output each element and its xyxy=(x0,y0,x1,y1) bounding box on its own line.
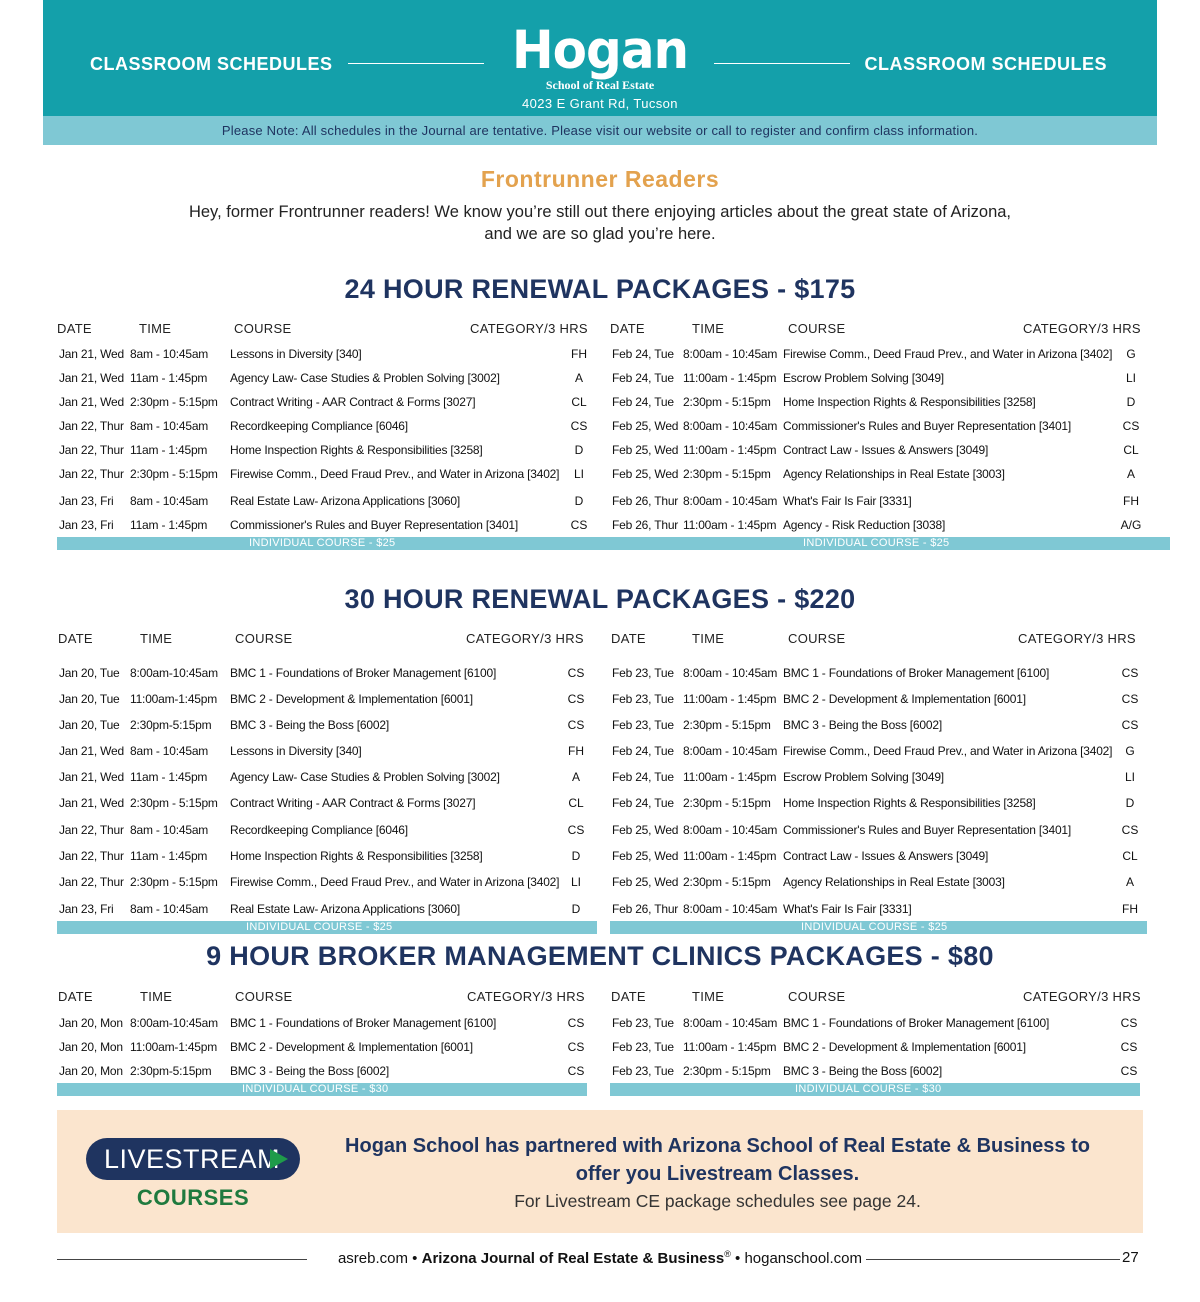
column-header-category: CATEGORY/3 HRS xyxy=(1023,321,1141,336)
schedule-date: Feb 23, Tue xyxy=(612,1016,674,1030)
section-title: 24 HOUR RENEWAL PACKAGES - $175 xyxy=(344,274,856,304)
schedule-course[interactable]: Home Inspection Rights & Responsibilities [3258] xyxy=(230,849,483,863)
footer-separator: • xyxy=(735,1250,741,1267)
schedule-category: CS xyxy=(1120,1016,1138,1030)
schedule-time: 2:30pm - 5:15pm xyxy=(130,796,218,810)
column-header-category: CATEGORY/3 HRS xyxy=(1018,631,1136,646)
column-header-date: DATE xyxy=(58,989,93,1004)
schedule-course[interactable]: BMC 1 - Foundations of Broker Management [6100] xyxy=(783,666,1050,680)
schedule-course[interactable]: BMC 3 - Being the Boss [6002] xyxy=(230,1064,389,1078)
schedule-date: Feb 26, Thur xyxy=(612,494,679,508)
schedule-course[interactable]: Firewise Comm., Deed Fraud Prev., and Water in Arizona [3402] xyxy=(783,347,1113,361)
schedule-category: LI xyxy=(570,875,581,889)
column-header-course: COURSE xyxy=(235,631,293,646)
footer-journal-name: Arizona Journal of Real Estate & Business xyxy=(421,1250,725,1267)
schedule-date: Jan 20, Tue xyxy=(59,718,120,732)
header-banner xyxy=(43,0,1157,116)
schedule-date: Feb 24, Tue xyxy=(612,371,674,385)
schedule-date: Feb 25, Wed xyxy=(612,443,679,457)
page-number: 27 xyxy=(1122,1249,1139,1266)
livestream-headline-1: Hogan School has partnered with Arizona School of Real Estate & Business to xyxy=(345,1135,1090,1157)
schedule-date: Feb 24, Tue xyxy=(612,395,674,409)
livestream-courses-label: COURSES xyxy=(136,1185,250,1210)
schedule-time: 8:00am - 10:45am xyxy=(683,419,778,433)
frontrunner-title: Frontrunner Readers xyxy=(480,166,720,192)
schedule-date: Feb 23, Tue xyxy=(612,666,674,680)
schedule-date: Jan 20, Mon xyxy=(59,1040,123,1054)
schedule-category: A xyxy=(1125,875,1134,889)
schedule-course[interactable]: Contract Writing - AAR Contract & Forms [3027] xyxy=(230,395,476,409)
schedule-date: Feb 25, Wed xyxy=(612,467,679,481)
registered-mark: ® xyxy=(724,1249,731,1259)
column-header-course: COURSE xyxy=(788,631,846,646)
header-divider-right xyxy=(714,63,850,64)
schedule-time: 8:00am-10:45am xyxy=(130,666,218,680)
schedule-date: Feb 25, Wed xyxy=(612,823,679,837)
column-header-course: COURSE xyxy=(234,321,292,336)
address: 4023 E Grant Rd, Tucson xyxy=(522,96,678,111)
column-header-category: CATEGORY/3 HRS xyxy=(470,321,588,336)
schedule-category: CS xyxy=(567,1064,585,1078)
schedule-time: 2:30pm - 5:15pm xyxy=(683,796,771,810)
footer xyxy=(0,1249,1200,1267)
schedule-time: 2:30pm - 5:15pm xyxy=(683,875,771,889)
individual-course-price: INDIVIDUAL COURSE - $25 xyxy=(801,921,948,933)
schedule-time: 11:00am - 1:45pm xyxy=(683,1040,777,1054)
schedule-category: A/G xyxy=(1120,518,1142,532)
schedule-category: LI xyxy=(1124,770,1135,784)
schedule-time: 11:00am - 1:45pm xyxy=(683,443,777,457)
schedule-category: D xyxy=(571,849,581,863)
schedule-category: G xyxy=(1125,744,1135,758)
schedule-course[interactable]: BMC 1 - Foundations of Broker Management [6100] xyxy=(230,666,497,680)
schedule-time: 8:00am - 10:45am xyxy=(683,902,778,916)
livestream-subtext: For Livestream CE package schedules see page 24. xyxy=(514,1191,921,1211)
individual-course-price: INDIVIDUAL COURSE - $30 xyxy=(795,1083,942,1095)
schedule-course[interactable]: BMC 3 - Being the Boss [6002] xyxy=(783,718,942,732)
schedule-time: 8am - 10:45am xyxy=(130,494,209,508)
schedule-course[interactable]: BMC 3 - Being the Boss [6002] xyxy=(783,1064,942,1078)
schedule-category: CS xyxy=(567,1040,585,1054)
logo-subtitle: School of Real Estate xyxy=(545,78,655,92)
schedule-time: 2:30pm - 5:15pm xyxy=(130,467,218,481)
column-header-course: COURSE xyxy=(235,989,293,1004)
schedule-date: Jan 21, Wed xyxy=(59,347,124,361)
frontrunner-line-1: Hey, former Frontrunner readers! We know you’re still out there enjoying articles about the great state of Arizona, xyxy=(188,203,1012,221)
column-header-time: TIME xyxy=(139,321,172,336)
schedule-date: Feb 24, Tue xyxy=(612,770,674,784)
schedule-category: CS xyxy=(570,419,588,433)
schedule-category: CS xyxy=(1121,718,1139,732)
footer-separator: • xyxy=(412,1250,418,1267)
schedule-course[interactable]: Home Inspection Rights & Responsibilities [3258] xyxy=(783,395,1036,409)
schedule-category: CS xyxy=(567,823,585,837)
schedule-time: 2:30pm - 5:15pm xyxy=(130,875,218,889)
schedule-time: 11am - 1:45pm xyxy=(130,770,208,784)
schedule-date: Jan 23, Fri xyxy=(59,494,114,508)
logo-brand: Hogan xyxy=(511,19,689,81)
schedule-category: A xyxy=(571,770,580,784)
schedule-date: Feb 23, Tue xyxy=(612,1040,674,1054)
schedule-date: Jan 22, Thur xyxy=(59,467,124,481)
schedule-category: CS xyxy=(570,518,588,532)
schedule-time: 8am - 10:45am xyxy=(130,823,209,837)
livestream-headline xyxy=(320,1132,1115,1188)
schedule-date: Jan 21, Wed xyxy=(59,796,124,810)
column-header-category: CATEGORY/3 HRS xyxy=(1023,989,1141,1004)
schedule-category: FH xyxy=(1123,494,1139,508)
schedule-time: 11:00am - 1:45pm xyxy=(683,692,777,706)
schedule-course[interactable]: Recordkeeping Compliance [6046] xyxy=(230,823,408,837)
schedule-course[interactable]: Real Estate Law- Arizona Applications [3060] xyxy=(230,902,461,916)
schedule-course[interactable]: Contract Law - Issues & Answers [3049] xyxy=(783,849,989,863)
schedule-category: FH xyxy=(571,347,587,361)
schedule-time: 8:00am - 10:45am xyxy=(683,823,778,837)
schedule-category: LI xyxy=(573,467,584,481)
schedule-date: Feb 24, Tue xyxy=(612,744,674,758)
schedule-category: CL xyxy=(1123,443,1139,457)
schedule-time: 8:00am - 10:45am xyxy=(683,347,778,361)
individual-course-price: INDIVIDUAL COURSE - $25 xyxy=(246,921,393,933)
footer-link-asreb[interactable]: asreb.com xyxy=(337,1250,408,1267)
section-title: 9 HOUR BROKER MANAGEMENT CLINICS PACKAGES - $80 xyxy=(206,941,994,971)
schedule-date: Jan 21, Wed xyxy=(59,744,124,758)
frontrunner-line-2: and we are so glad you’re here. xyxy=(484,225,716,243)
header-right-label: CLASSROOM SCHEDULES xyxy=(864,54,1107,74)
schedule-date: Jan 20, Mon xyxy=(59,1064,123,1078)
schedule-course[interactable]: Recordkeeping Compliance [6046] xyxy=(230,419,408,433)
schedule-course[interactable]: BMC 2 - Development & Implementation [6001] xyxy=(783,692,1026,706)
schedule-date: Jan 21, Wed xyxy=(59,770,124,784)
schedule-date: Feb 24, Tue xyxy=(612,796,674,810)
individual-course-price: INDIVIDUAL COURSE - $30 xyxy=(242,1083,389,1095)
schedule-time: 11am - 1:45pm xyxy=(130,849,208,863)
schedule-course[interactable]: Commissioner's Rules and Buyer Representation [3401] xyxy=(783,419,1072,433)
section-title: 30 HOUR RENEWAL PACKAGES - $220 xyxy=(344,584,856,614)
schedule-date: Feb 23, Tue xyxy=(612,1064,674,1078)
schedule-course[interactable]: What's Fair Is Fair [3331] xyxy=(783,902,912,916)
schedule-date: Feb 24, Tue xyxy=(612,347,674,361)
column-header-date: DATE xyxy=(611,631,646,646)
schedule-date: Jan 23, Fri xyxy=(59,902,114,916)
schedule-category: FH xyxy=(568,744,584,758)
schedule-course[interactable]: Firewise Comm., Deed Fraud Prev., and Water in Arizona [3402] xyxy=(783,744,1113,758)
schedule-time: 8am - 10:45am xyxy=(130,347,209,361)
schedule-category: CS xyxy=(1121,666,1139,680)
frontrunner-body xyxy=(150,201,1050,245)
schedule-course[interactable]: Lessons in Diversity [340] xyxy=(230,744,362,758)
schedule-category: CL xyxy=(568,796,584,810)
schedule-course[interactable]: BMC 3 - Being the Boss [6002] xyxy=(230,718,389,732)
schedule-category: CS xyxy=(567,1016,585,1030)
schedule-time: 11:00am-1:45pm xyxy=(130,692,218,706)
schedule-date: Jan 23, Fri xyxy=(59,518,114,532)
schedule-date: Feb 26, Thur xyxy=(612,902,679,916)
schedule-category: A xyxy=(1126,467,1135,481)
schedule-date: Jan 21, Wed xyxy=(59,371,124,385)
schedule-date: Jan 20, Tue xyxy=(59,692,120,706)
schedule-time: 8:00am - 10:45am xyxy=(683,666,778,680)
schedule-time: 11:00am - 1:45pm xyxy=(683,770,777,784)
column-header-date: DATE xyxy=(611,989,646,1004)
schedule-time: 11:00am-1:45pm xyxy=(130,1040,218,1054)
header-left-label: CLASSROOM SCHEDULES xyxy=(90,54,333,74)
schedule-time: 2:30pm - 5:15pm xyxy=(683,718,771,732)
schedule-course[interactable]: Agency Law- Case Studies & Problen Solving [3002] xyxy=(230,371,500,385)
schedule-category: CS xyxy=(1120,1040,1138,1054)
schedule-course[interactable]: Contract Writing - AAR Contract & Forms [3027] xyxy=(230,796,476,810)
play-arrow-icon xyxy=(270,1149,288,1169)
schedule-date: Jan 22, Thur xyxy=(59,875,124,889)
schedule-course[interactable]: Real Estate Law- Arizona Applications [3060] xyxy=(230,494,461,508)
schedule-date: Feb 25, Wed xyxy=(612,419,679,433)
individual-course-price: INDIVIDUAL COURSE - $25 xyxy=(803,537,950,549)
schedule-course[interactable]: Escrow Problem Solving [3049] xyxy=(783,371,944,385)
tentative-note: Please Note: All schedules in the Journal are tentative. Please visit our website or call to register and confirm class information. xyxy=(43,116,1157,145)
schedule-course[interactable]: BMC 2 - Development & Implementation [6001] xyxy=(783,1040,1026,1054)
schedule-course[interactable]: BMC 2 - Development & Implementation [6001] xyxy=(230,1040,473,1054)
schedule-time: 11am - 1:45pm xyxy=(130,518,208,532)
schedule-date: Jan 21, Wed xyxy=(59,395,124,409)
schedule-category: CS xyxy=(567,666,585,680)
schedule-course[interactable]: Home Inspection Rights & Responsibilities [3258] xyxy=(783,796,1036,810)
schedule-category: CS xyxy=(1121,692,1139,706)
column-header-course: COURSE xyxy=(788,989,846,1004)
schedule-date: Feb 25, Wed xyxy=(612,875,679,889)
schedule-course[interactable]: Firewise Comm., Deed Fraud Prev., and Water in Arizona [3402] xyxy=(230,875,560,889)
schedule-date: Feb 23, Tue xyxy=(612,718,674,732)
schedule-time: 2:30pm-5:15pm xyxy=(130,718,212,732)
schedule-course[interactable]: Lessons in Diversity [340] xyxy=(230,347,362,361)
column-header-time: TIME xyxy=(140,631,173,646)
column-header-date: DATE xyxy=(58,631,93,646)
schedule-course[interactable]: BMC 2 - Development & Implementation [6001] xyxy=(230,692,473,706)
hogan-logo[interactable] xyxy=(493,19,707,111)
schedule-time: 11am - 1:45pm xyxy=(130,443,208,457)
livestream-headline-2: offer you Livestream Classes. xyxy=(575,1163,860,1185)
schedule-course[interactable]: What's Fair Is Fair [3331] xyxy=(783,494,912,508)
schedule-time: 8:00am-10:45am xyxy=(130,1016,218,1030)
column-header-time: TIME xyxy=(692,989,725,1004)
schedule-time: 2:30pm - 5:15pm xyxy=(683,395,771,409)
column-header-date: DATE xyxy=(610,321,645,336)
schedule-course[interactable]: Home Inspection Rights & Responsibilities [3258] xyxy=(230,443,483,457)
schedule-category: A xyxy=(574,371,583,385)
schedule-time: 8:00am - 10:45am xyxy=(683,744,778,758)
schedule-category: D xyxy=(574,443,584,457)
column-header-time: TIME xyxy=(692,631,725,646)
column-header-course: COURSE xyxy=(788,321,846,336)
schedule-category: FH xyxy=(1122,902,1138,916)
schedule-date: Jan 20, Mon xyxy=(59,1016,123,1030)
schedule-time: 2:30pm-5:15pm xyxy=(130,1064,212,1078)
schedule-time: 8:00am - 10:45am xyxy=(683,1016,778,1030)
schedule-course[interactable]: Agency Law- Case Studies & Problen Solving [3002] xyxy=(230,770,500,784)
schedule-time: 8:00am - 10:45am xyxy=(683,494,778,508)
schedule-category: CS xyxy=(1122,419,1140,433)
schedule-course[interactable]: Contract Law - Issues & Answers [3049] xyxy=(783,443,989,457)
schedule-time: 11:00am - 1:45pm xyxy=(683,849,777,863)
schedule-date: Feb 25, Wed xyxy=(612,849,679,863)
schedule-date: Jan 22, Thur xyxy=(59,419,124,433)
schedule-course[interactable]: Agency Relationships in Real Estate [3003] xyxy=(783,875,1005,889)
column-header-category: CATEGORY/3 HRS xyxy=(467,989,585,1004)
schedule-time: 2:30pm - 5:15pm xyxy=(683,467,771,481)
schedule-date: Feb 26, Thur xyxy=(612,518,679,532)
column-header-category: CATEGORY/3 HRS xyxy=(466,631,584,646)
schedule-course[interactable]: BMC 1 - Foundations of Broker Management [6100] xyxy=(783,1016,1050,1030)
schedule-time: 11:00am - 1:45pm xyxy=(683,518,777,532)
schedule-category: CL xyxy=(571,395,587,409)
schedule-category: CS xyxy=(1120,1064,1138,1078)
schedule-category: CS xyxy=(567,692,585,706)
schedule-date: Jan 22, Thur xyxy=(59,849,124,863)
column-header-date: DATE xyxy=(57,321,92,336)
schedule-category: CS xyxy=(1121,823,1139,837)
schedule-course[interactable]: Agency - Risk Reduction [3038] xyxy=(783,518,946,532)
schedule-category: D xyxy=(574,494,584,508)
schedule-category: CS xyxy=(567,718,585,732)
schedule-category: D xyxy=(1126,395,1136,409)
header-divider-left xyxy=(348,63,484,64)
schedule-category: D xyxy=(1125,796,1135,810)
schedule-time: 8am - 10:45am xyxy=(130,902,209,916)
livestream-pill[interactable]: LIVESTREAM xyxy=(86,1138,300,1180)
footer-link-hogan[interactable]: hoganschool.com xyxy=(744,1250,863,1267)
schedule-category: D xyxy=(571,902,581,916)
schedule-date: Jan 22, Thur xyxy=(59,443,124,457)
column-header-time: TIME xyxy=(140,989,173,1004)
schedule-time: 8am - 10:45am xyxy=(130,419,209,433)
column-header-time: TIME xyxy=(692,321,725,336)
schedule-course[interactable]: BMC 1 - Foundations of Broker Management [6100] xyxy=(230,1016,497,1030)
schedule-course[interactable]: Escrow Problem Solving [3049] xyxy=(783,770,944,784)
schedule-course[interactable]: Commissioner's Rules and Buyer Representation [3401] xyxy=(230,518,519,532)
schedule-time: 2:30pm - 5:15pm xyxy=(130,395,218,409)
schedule-date: Jan 22, Thur xyxy=(59,823,124,837)
schedule-time: 11am - 1:45pm xyxy=(130,371,208,385)
schedule-category: LI xyxy=(1125,371,1136,385)
schedule-course[interactable]: Commissioner's Rules and Buyer Representation [3401] xyxy=(783,823,1072,837)
schedule-course[interactable]: Firewise Comm., Deed Fraud Prev., and Water in Arizona [3402] xyxy=(230,467,560,481)
schedule-time: 2:30pm - 5:15pm xyxy=(683,1064,771,1078)
individual-course-price: INDIVIDUAL COURSE - $25 xyxy=(249,537,396,549)
schedule-date: Feb 23, Tue xyxy=(612,692,674,706)
schedule-time: 11:00am - 1:45pm xyxy=(683,371,777,385)
schedule-date: Jan 20, Tue xyxy=(59,666,120,680)
schedule-category: CL xyxy=(1122,849,1138,863)
schedule-course[interactable]: Agency Relationships in Real Estate [3003] xyxy=(783,467,1005,481)
schedule-time: 8am - 10:45am xyxy=(130,744,209,758)
schedule-category: G xyxy=(1126,347,1136,361)
